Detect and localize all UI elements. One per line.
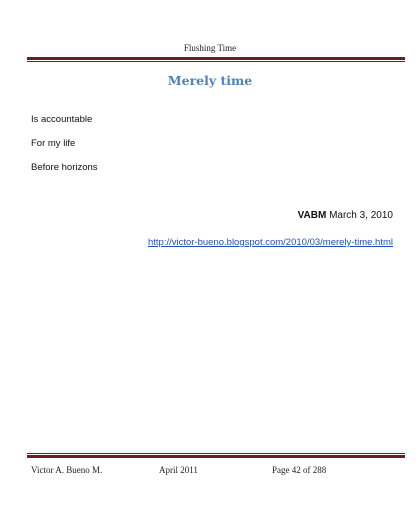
footer-page-number: Page 42 of 288 [272, 465, 327, 475]
footer-author: Victor A. Bueno M. [31, 465, 103, 475]
poem-line: Before horizons [31, 162, 98, 173]
poem-line: For my life [31, 138, 76, 149]
footer-date: April 2011 [159, 465, 198, 475]
poem-title: Merely time [167, 73, 253, 88]
signature-date: March 3, 2010 [329, 210, 393, 221]
footer-rule-thick [27, 455, 405, 458]
poem-line: Is accountable [31, 114, 93, 125]
running-header: Flushing Time [183, 43, 237, 53]
author-initials: VABM [297, 210, 327, 221]
footer-rule-thin [27, 453, 405, 454]
header-rule-thin [27, 61, 405, 62]
signature [298, 210, 393, 221]
source-link[interactable]: http://victor-bueno.blogspot.com/2010/03/merely-time.html [147, 237, 393, 248]
header-rule-thick [27, 57, 405, 60]
